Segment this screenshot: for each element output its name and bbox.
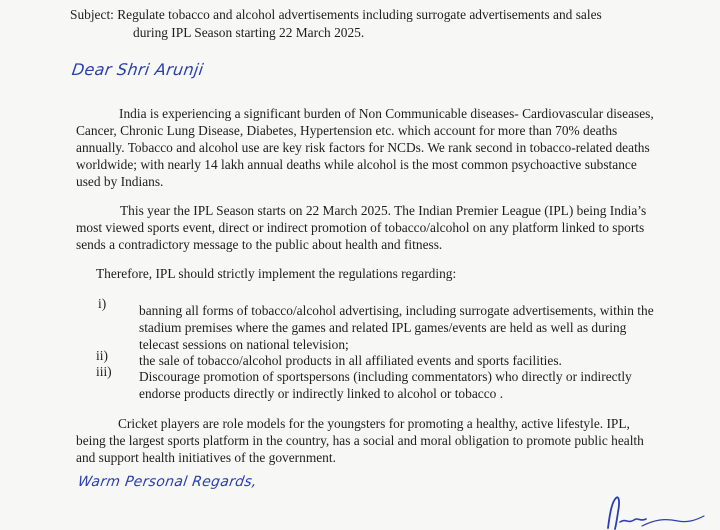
subject-line-2: during IPL Season starting 22 March 2025. xyxy=(133,25,365,40)
list-number: i) xyxy=(98,296,107,311)
para1-line: worldwide; with nearly 14 lakh annual deaths while alcohol is the most common psychoactive substance xyxy=(76,157,637,172)
para2-line: This year the IPL Season starts on 22 March 2025. The Indian Premier League (IPL) being India’s xyxy=(120,203,647,218)
para1-line: annually. Tobacco and alcohol use are key risk factors for NCDs. We rank second in tobacco-related deaths xyxy=(76,140,650,155)
list-item-line: stadium premises where the games and related IPL games/events are held as well as during xyxy=(139,320,627,335)
list-item-line: Discourage promotion of sportspersons (including commentators) who directly or indirectly xyxy=(139,369,632,384)
closing-regards: Warm Personal Regards, xyxy=(76,474,258,490)
para4-line: and support health initiatives of the government. xyxy=(76,450,336,465)
para3-line: Therefore, IPL should strictly implement the regulations regarding: xyxy=(96,266,457,281)
para4-line: being the largest sports platform in the country, has a social and moral obligation to promote public health xyxy=(76,433,644,448)
subject-line-1: Subject: Regulate tobacco and alcohol advertisements including surrogate advertisements and sales xyxy=(70,7,602,22)
list-item-line: banning all forms of tobacco/alcohol advertising, including surrogate advertisements, within the xyxy=(139,303,654,318)
salutation: Dear Shri Arunji xyxy=(70,60,205,79)
para2-line: most viewed sports event, direct or indirect promotion of tobacco/alcohol on any platform linked to sports xyxy=(76,220,645,235)
list-item-line: telecast sessions on national television; xyxy=(139,337,349,352)
para1-line: used by Indians. xyxy=(76,174,164,189)
para2-line: sends a contradictory message to the public about health and fitness. xyxy=(76,237,443,252)
para1-line: Cancer, Chronic Lung Disease, Diabetes, Hypertension etc. which account for more than 70% deaths xyxy=(76,123,618,138)
para1-line: India is experiencing a significant burden of Non Communicable diseases- Cardiovascular diseases, xyxy=(119,106,654,121)
para4-line: Cricket players are role models for the youngsters for promoting a healthy, active lifestyle. IPL, xyxy=(118,416,630,431)
list-item-line: the sale of tobacco/alcohol products in all affiliated events and sports facilities. xyxy=(139,353,562,368)
list-number: iii) xyxy=(96,364,112,379)
list-item-line: endorse products directly or indirectly linked to alcohol or tobacco . xyxy=(139,386,504,401)
list-number: ii) xyxy=(96,348,108,363)
signature-mark xyxy=(598,492,720,530)
